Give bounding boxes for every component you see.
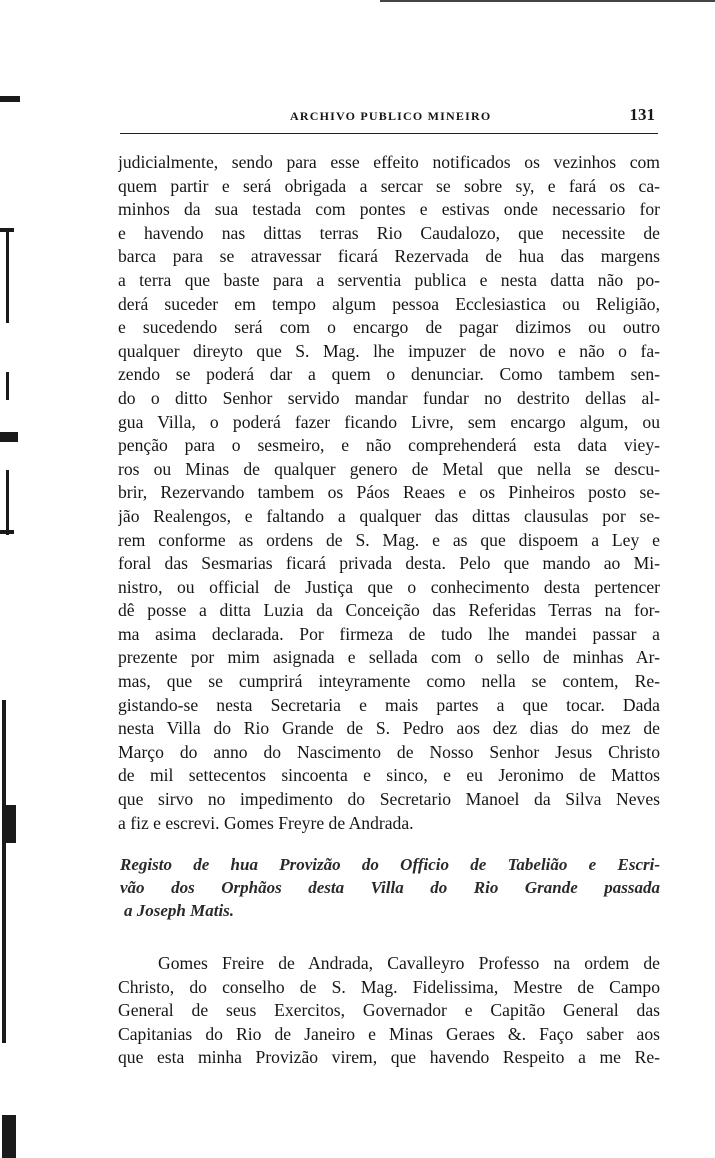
text-line: ros ou Minas de qualquer genero de Metal que nella se descu-: [118, 458, 660, 479]
text-line: mas, que se cumprirá inteyramente como nella se contem, Re-: [118, 671, 660, 692]
scan-mark: [0, 228, 14, 232]
text-line: judicialmente, sendo para esse effeito notificados os vezinhos com: [118, 152, 660, 172]
scan-mark: [6, 228, 9, 323]
text-line: Capitanias do Rio de Janeiro e Minas Geraes &. Faço saber aos: [118, 1023, 660, 1044]
heading-line: vão dos Orphãos desta Villa do Rio Grande passada: [120, 878, 660, 897]
paragraph-1: [118, 151, 660, 835]
text-line: Março do anno do Nascimento de Nosso Senhor Jesus Christo: [118, 741, 660, 762]
running-head: ARCHIVO PUBLICO MINEIRO: [290, 109, 492, 123]
text-line: Gomes Freire de Andrada, Cavalleyro Professo na ordem de: [158, 953, 660, 973]
text-line: minhos da sua testada com pontes e estivas onde necessario for: [118, 199, 660, 220]
text-line: e havendo nas dittas terras Rio Caudalozo, que necessite de: [118, 222, 660, 243]
scan-mark: [0, 432, 18, 442]
text-line: rem conforme as ordens de S. Mag. e as que dispoem a Ley e: [118, 529, 660, 550]
text-line: barca para se atravessar ficará Rezervada de hua das margens: [118, 246, 660, 267]
text-line: foral das Sesmarias ficará privada desta. Pelo que mando ao Mi-: [118, 553, 660, 574]
scan-mark: [6, 372, 9, 400]
scan-mark: [0, 96, 20, 102]
text-line: General de seus Exercitos, Governador e Capitão General das: [118, 1000, 660, 1021]
page-number: 131: [629, 105, 655, 124]
text-line: de mil settecentos sincoenta e sinco, e eu Jeronimo de Mattos: [118, 765, 660, 786]
heading-line: a Joseph Matis.: [124, 901, 235, 920]
text-line: nistro, ou official de Justiça que o conhecimento desta pertencer: [118, 576, 660, 597]
scan-mark: [2, 805, 16, 843]
text-line: gistando-se nesta Secretaria e mais partes a que tocar. Dada: [118, 694, 660, 715]
text-line: qualquer direyto que S. Mag. lhe impuzer de novo e não o fa-: [118, 340, 660, 361]
text-line: a terra que baste para a serventia publica e nesta datta não po-: [118, 269, 660, 290]
scan-mark: [0, 530, 14, 534]
scan-mark: [2, 1115, 16, 1158]
text-line: quem partir e será obrigada a sercar se sobre sy, e fará os ca-: [118, 175, 660, 196]
text-line: dê posse a ditta Luzia da Conceição das Referidas Terras na for-: [118, 600, 660, 621]
paragraph-2: [118, 952, 660, 1070]
header-rule: [120, 133, 658, 134]
text-line: ma asima declarada. Por firmeza de tudo lhe mandei passar a: [118, 623, 660, 644]
scan-mark: [6, 470, 9, 535]
text-line: e sucedendo será com o encargo de pagar dizimos ou outro: [118, 317, 660, 338]
text-line: a fiz e escrevi. Gomes Freyre de Andrada.: [118, 812, 414, 833]
scan-mark: [2, 700, 6, 810]
scan-mark: [2, 843, 6, 1043]
text-line: nesta Villa do Rio Grande de S. Pedro aos dez dias do mez de: [118, 718, 660, 739]
text-line: jão Realengos, e faltando a qualquer das dittas clausulas por se-: [118, 505, 660, 526]
text-line: prezente por mim asignada e sellada com o sello de minhas Ar-: [118, 647, 660, 668]
text-line: brir, Rezervando tambem os Páos Reaes e os Pinheiros posto se-: [118, 482, 660, 503]
text-line: que sirvo no impedimento do Secretario Manoel da Silva Neves: [118, 789, 660, 810]
text-line: gua Villa, o poderá fazer ficando Livre, sem encargo algum, ou: [118, 411, 660, 432]
text-line: que esta minha Provizão virem, que havendo Respeito a me Re-: [118, 1047, 660, 1068]
text-line: penção para o sesmeiro, e não comprehenderá esta data viey-: [118, 435, 660, 456]
heading-line: Registo de hua Provizão do Officio de Tabelião e Escri-: [120, 855, 660, 874]
scan-top-rule: [380, 0, 715, 2]
text-line: do o ditto Senhor servido mandar fundar no destrito dellas al-: [118, 387, 660, 408]
text-line: derá suceder em tempo algum pessoa Ecclesiastica ou Religião,: [118, 293, 660, 314]
text-line: Christo, do conselho de S. Mag. Fidelissima, Mestre de Campo: [118, 976, 660, 997]
section-heading: [120, 853, 660, 922]
text-line: zendo se poderá dar a quem o denunciar. Como tambem sen-: [118, 364, 660, 385]
